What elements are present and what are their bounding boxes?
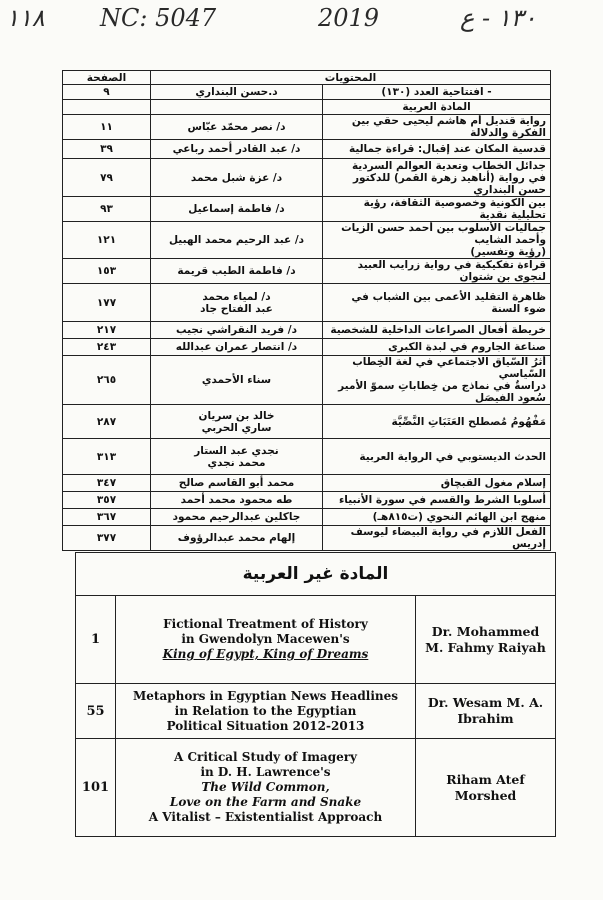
entry-title: منهج ابن الهائم النحوي (ت٨١٥هـ) <box>323 509 551 526</box>
opener-title: - افتتاحية العدد (١٣٠) <box>323 85 551 100</box>
table-row <box>63 222 551 259</box>
entry-title: مَفْهُومُ مُصطلح العَتَبَاتِ النَّصِّيَّة <box>323 405 551 439</box>
table-row <box>63 159 551 197</box>
entry-page: ٣٤٧ <box>63 475 151 492</box>
entry-title: صناعة الجاروم في لبدة الكبرى <box>323 339 551 356</box>
title-line: A Critical Study of Imagery <box>173 750 358 764</box>
entry-title <box>116 684 416 739</box>
entry-page: ٣٩ <box>63 140 151 159</box>
entry-page: ٧٩ <box>63 159 151 197</box>
table-row <box>63 405 551 439</box>
entry-title: أثرُ السّياق الاجتماعي في لُغة الخِطاب السّياسي دراسةٌ في نماذج من خِطاباتِ سموّ الأمير سُعود الفيصَل <box>323 356 551 405</box>
title-line: Metaphors in Egyptian News Headlines <box>133 688 398 703</box>
title-line: in D. H. Lawrence's <box>200 765 331 779</box>
entry-title: الحدث الديستوبي في الرواية العربية <box>323 439 551 475</box>
entry-page: ١٥٣ <box>63 259 151 284</box>
entry-title: قدسية المكان عند إقبال: قراءة جمالية <box>323 140 551 159</box>
header-row <box>63 71 551 85</box>
entry-page: ٣٥٧ <box>63 492 151 509</box>
table-row <box>63 509 551 526</box>
contents-header: المحتويات <box>151 71 551 85</box>
opener-row <box>63 85 551 100</box>
entry-author: طه محمود محمد أحمد <box>151 492 323 509</box>
non-arabic-contents-table <box>75 552 556 837</box>
entry-page: ١٧٧ <box>63 284 151 322</box>
table-row <box>63 115 551 140</box>
entry-title: إسلام مغول القبچاق <box>323 475 551 492</box>
entry-page: ٣٦٧ <box>63 509 151 526</box>
entry-author: د/ لمياء محمد عبد الفتاح جاد <box>151 284 323 322</box>
entry-title: رواية قنديل أم هاشم ليحيى حقي بين الفكرة والدلالة <box>323 115 551 140</box>
opener-page: ٩ <box>63 85 151 100</box>
entry-page: ٣١٣ <box>63 439 151 475</box>
table-row <box>76 684 556 739</box>
entry-author: Dr. Mohammed M. Fahmy Raiyah <box>416 596 556 684</box>
title-italic-line: King of Egypt, King of Dreams <box>162 647 369 661</box>
page-header: الصفحة <box>63 71 151 85</box>
title-line: Fictional Treatment of History <box>163 617 368 631</box>
table-row <box>63 439 551 475</box>
section-row <box>63 100 551 115</box>
title-line: Political Situation 2012-2013 <box>166 718 365 733</box>
entry-title: بين الكونية وخصوصية الثقافة، رؤية تحليلية نقدية <box>323 197 551 222</box>
table-row <box>63 284 551 322</box>
handwritten-issue: ١٣٠ - ع <box>460 4 537 32</box>
entry-author: د/ نصر محمّد عبّاس <box>151 115 323 140</box>
entry-author: د/ فاطمة الطيب قريمة <box>151 259 323 284</box>
title-line: in Gwendolyn Macewen's <box>181 632 350 646</box>
table-row <box>63 475 551 492</box>
title-italic-line: Love on the Farm and Snake <box>169 795 362 809</box>
entry-title: جدائل الخطاب وتعدية العوالم السردية في رواية (أناهيد زهرة القمر) للدكتور حسن البنداري <box>323 159 551 197</box>
entry-author: د/ انتصار عمران عبدالله <box>151 339 323 356</box>
entry-title <box>116 596 416 684</box>
entry-author: د/ عبد الرحيم محمد الهبيل <box>151 222 323 259</box>
entry-page: ٩٣ <box>63 197 151 222</box>
table-row <box>63 356 551 405</box>
entry-author: محمد أبو القاسم صالح <box>151 475 323 492</box>
entry-page: ٢٤٣ <box>63 339 151 356</box>
table-row <box>76 739 556 837</box>
entry-page: ١٢١ <box>63 222 151 259</box>
entry-author: سناء الأحمدي <box>151 356 323 405</box>
table-row <box>63 140 551 159</box>
entry-author: خالد بن سريان ساري الحربي <box>151 405 323 439</box>
header-row <box>76 553 556 596</box>
entry-author: د/ فريد النقراشي نجيب <box>151 322 323 339</box>
entry-author: جاكلين عبدالرحيم محمود <box>151 509 323 526</box>
section-arabic-label: المادة العربية <box>323 100 551 115</box>
entry-title: جماليات الأسلوب بين أحمد حسن الزيات وأحمد الشايب (رؤية وتفسير) <box>323 222 551 259</box>
entry-title: أسلوبا الشرط والقسم في سورة الأنبياء <box>323 492 551 509</box>
entry-title: خريطة أفعال الصراعات الداخلية للشخصية <box>323 322 551 339</box>
entry-page: ٢١٧ <box>63 322 151 339</box>
entry-title: الفعل اللازم في رواية البيضاء ليوسف إدريس <box>323 526 551 551</box>
handwritten-year: 2019 <box>318 4 380 32</box>
entry-page: ٢٦٥ <box>63 356 151 405</box>
table-row <box>76 596 556 684</box>
title-line: in Relation to the Egyptian <box>174 703 357 718</box>
entry-page: 1 <box>76 596 116 684</box>
table-row <box>63 526 551 551</box>
title-line: A Vitalist – Existentialist Approach <box>148 810 383 824</box>
entry-author: Riham Atef Morshed <box>416 739 556 837</box>
handwritten-catalog-number: NC: 5047 <box>100 4 217 32</box>
entry-author: إلهام محمد عبدالرؤوف <box>151 526 323 551</box>
handwritten-left-number: ١١٨ <box>6 4 45 32</box>
entry-author: د/ فاطمة إسماعيل <box>151 197 323 222</box>
entry-page: ٢٨٧ <box>63 405 151 439</box>
entry-title: ظاهرة التقليد الأعمى بين الشباب في ضوء السنة <box>323 284 551 322</box>
entry-author: Dr. Wesam M. A. Ibrahim <box>416 684 556 739</box>
title-italic-line: The Wild Common, <box>201 780 330 794</box>
entry-page: ١١ <box>63 115 151 140</box>
entry-author: د/ عزة شبل محمد <box>151 159 323 197</box>
table-row <box>63 339 551 356</box>
entry-author: د/ عبد القادر أحمد رباعي <box>151 140 323 159</box>
table-row <box>63 322 551 339</box>
entry-title: قراءة تفكيكية في رواية زرايب العبيد لنجوى بن شتوان <box>323 259 551 284</box>
table-row <box>63 259 551 284</box>
entry-page: 55 <box>76 684 116 739</box>
table-row <box>63 197 551 222</box>
entry-page: ٣٧٧ <box>63 526 151 551</box>
entry-page: 101 <box>76 739 116 837</box>
table-row <box>63 492 551 509</box>
non-arabic-header: المادة غير العربية <box>76 553 556 596</box>
arabic-contents-table <box>62 70 551 551</box>
entry-author: نجدي عبد الستار محمد نجدي <box>151 439 323 475</box>
opener-author: د.حسن البنداري <box>151 85 323 100</box>
entry-title <box>116 739 416 837</box>
